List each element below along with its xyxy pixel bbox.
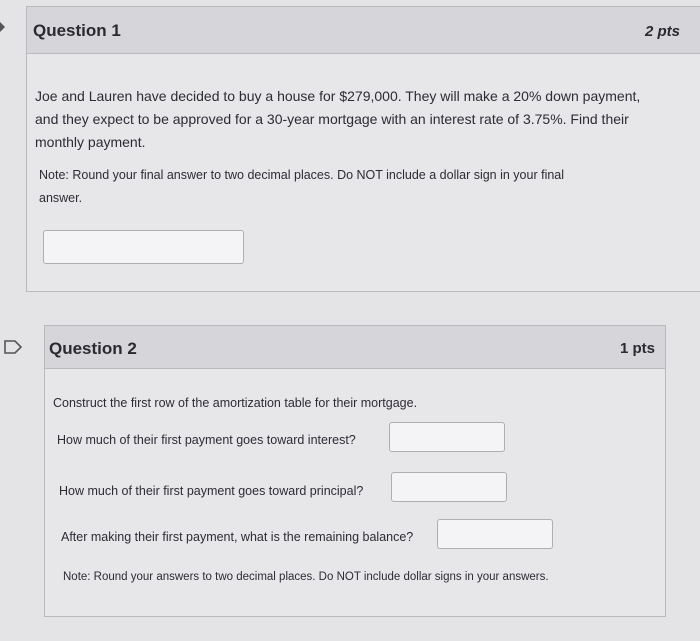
- principal-prompt: How much of their first payment goes toward principal?: [59, 484, 364, 498]
- question-1-card: [26, 6, 700, 292]
- principal-input[interactable]: [391, 472, 507, 502]
- question-1-body-line-3: monthly payment.: [35, 134, 146, 150]
- flag-icon[interactable]: [4, 340, 22, 354]
- question-2-header: [45, 326, 665, 369]
- question-1-answer-input[interactable]: [43, 230, 244, 264]
- question-1-title: Question 1: [33, 21, 121, 40]
- question-2-points: 1 pts: [620, 340, 656, 357]
- question-1-note-line-1: Note: Round your final answer to two decimal places. Do NOT include a dollar sign in your final: [39, 168, 565, 182]
- balance-input[interactable]: [437, 519, 553, 549]
- question-1-body-line-1: Joe and Lauren have decided to buy a house for $279,000. They will make a 20% down payment,: [35, 88, 641, 104]
- question-1-body-line-2: and they expect to be approved for a 30-year mortgage with an interest rate of 3.75%. Find their: [35, 111, 629, 127]
- question-2-intro: Construct the first row of the amortization table for their mortgage.: [53, 396, 418, 410]
- arrow-right-icon: [0, 22, 5, 32]
- question-1-note-line-2: answer.: [39, 191, 83, 205]
- interest-prompt: How much of their first payment goes toward interest?: [57, 433, 356, 447]
- question-1-points: 2 pts: [645, 23, 681, 40]
- balance-prompt: After making their first payment, what is the remaining balance?: [61, 530, 414, 544]
- interest-input[interactable]: [389, 422, 505, 452]
- question-1-header: [27, 7, 700, 54]
- question-2-card: [44, 325, 666, 617]
- question-2-note: Note: Round your answers to two decimal places. Do NOT include dollar signs in your answers.: [63, 571, 549, 583]
- question-2-title: Question 2: [49, 339, 137, 358]
